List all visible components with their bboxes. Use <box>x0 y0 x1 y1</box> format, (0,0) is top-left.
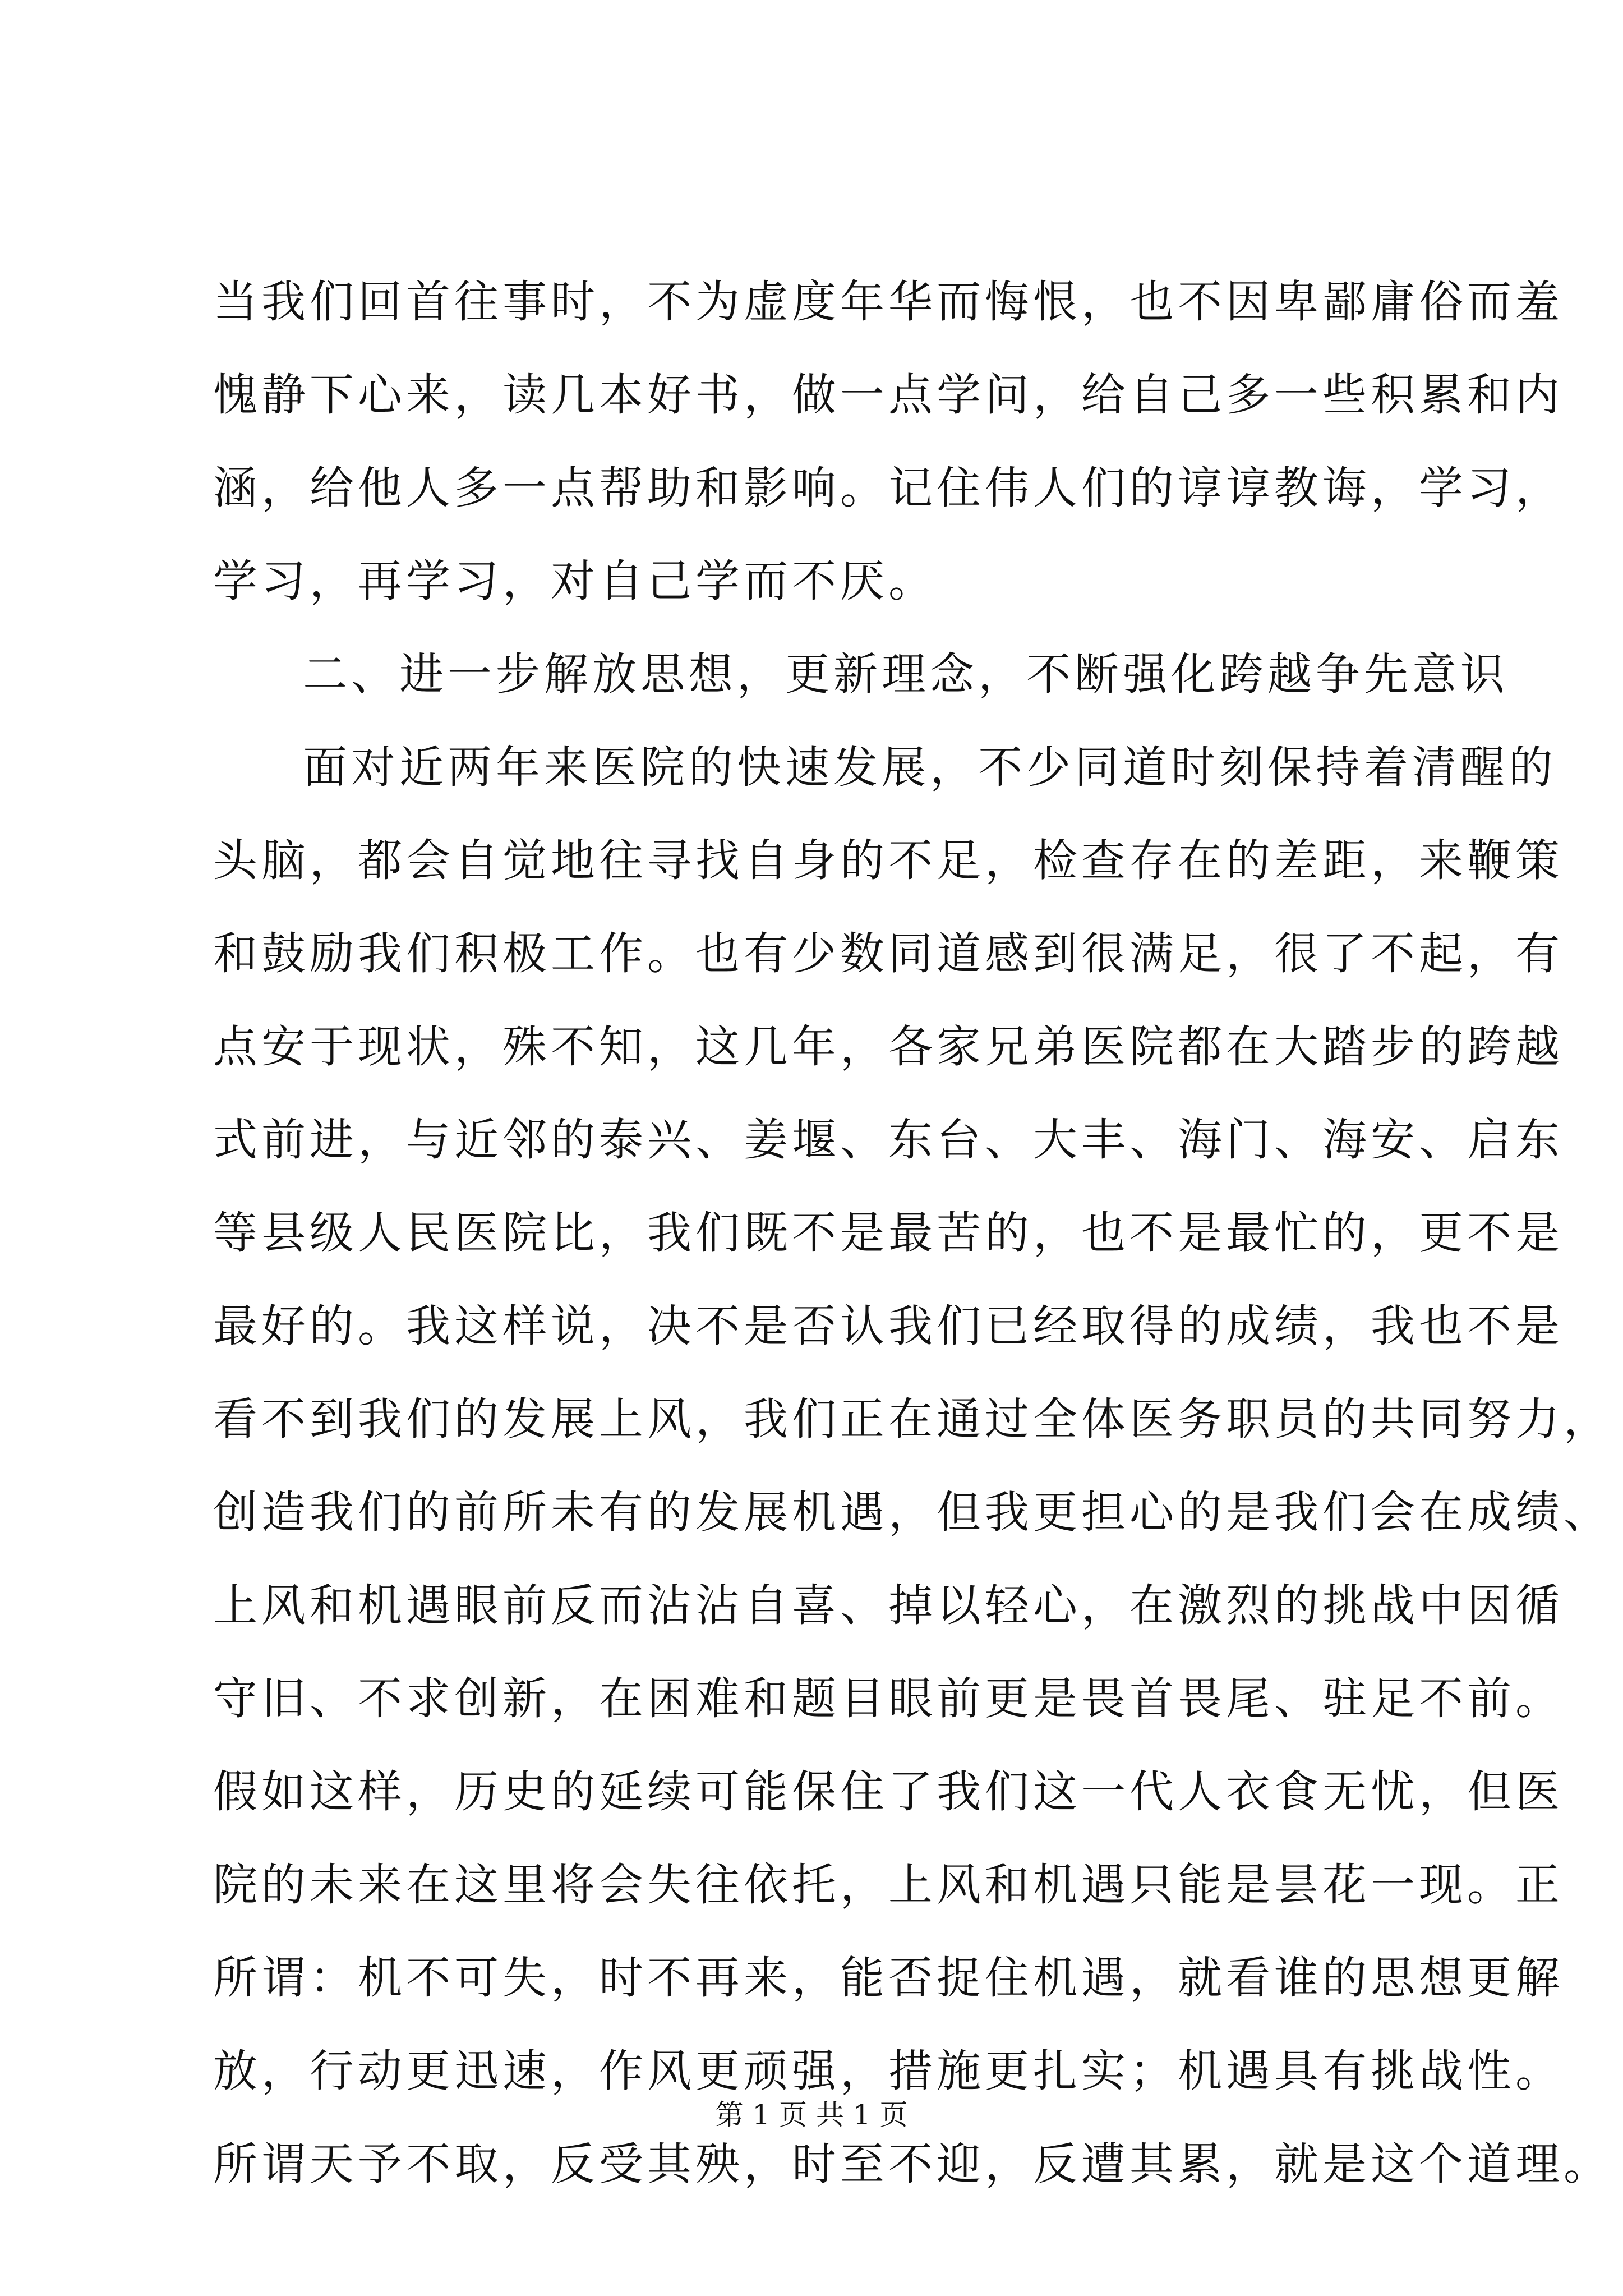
text-line: 看不到我们的发展上风，我们正在通过全体医务职员的共同努力， <box>213 1393 1612 1445</box>
text-line: 当我们回首往事时，不为虚度年华而悔恨，也不因卑鄙庸俗而羞 <box>213 276 1564 328</box>
text-line: 所谓天予不取，反受其殃，时至不迎，反遭其累，就是这个道理。 <box>213 2138 1612 2190</box>
text-line: 放，行动更迅速，作风更顽强，措施更扎实；机遇具有挑战性。 <box>213 2045 1564 2097</box>
text-line: 等县级人民医院比，我们既不是最苦的，也不是最忙的，更不是 <box>213 1207 1564 1259</box>
body-text <box>213 255 1612 2211</box>
text-line: 最好的。我这样说，决不是否认我们已经取得的成绩，我也不是 <box>213 1300 1564 1352</box>
text-line: 假如这样，历史的延续可能保住了我们这一代人衣食无忧，但医 <box>213 1766 1564 1818</box>
text-line: 愧静下心来，读几本好书，做一点学问，给自己多一些积累和内 <box>213 369 1564 421</box>
text-line: 院的未来在这里将会失往依托，上风和机遇只能是昙花一现。正 <box>213 1859 1564 1911</box>
text-line: 涵，给他人多一点帮助和影响。记住伟人们的谆谆教诲，学习， <box>213 462 1564 514</box>
text-line: 二、进一步解放思想，更新理念，不断强化跨越争先意识 <box>303 648 1509 700</box>
text-line: 头脑，都会自觉地往寻找自身的不足，检查存在的差距，来鞭策 <box>213 835 1564 886</box>
text-line: 所谓：机不可失，时不再来，能否捉住机遇，就看谁的思想更解 <box>213 1952 1564 2004</box>
text-line: 学习，再学习，对自己学而不厌。 <box>213 555 937 607</box>
text-line: 守旧、不求创新，在困难和题目眼前更是畏首畏尾、驻足不前。 <box>213 1673 1564 1724</box>
text-line: 上风和机遇眼前反而沾沾自喜、掉以轻心，在激烈的挑战中因循 <box>213 1580 1564 1631</box>
text-line: 创造我们的前所未有的发展机遇，但我更担心的是我们会在成绩、 <box>213 1487 1612 1538</box>
page-footer: 第 1 页 共 1 页 <box>715 2099 908 2131</box>
text-line: 式前进，与近邻的泰兴、姜堰、东台、大丰、海门、海安、启东 <box>213 1114 1564 1166</box>
text-line: 面对近两年来医院的快速发展，不少同道时刻保持着清醒的 <box>303 742 1557 793</box>
text-line: 点安于现状，殊不知，这几年，各家兄弟医院都在大踏步的跨越 <box>213 1021 1564 1073</box>
text-line: 和鼓励我们积极工作。也有少数同道感到很满足，很了不起，有 <box>213 928 1564 979</box>
